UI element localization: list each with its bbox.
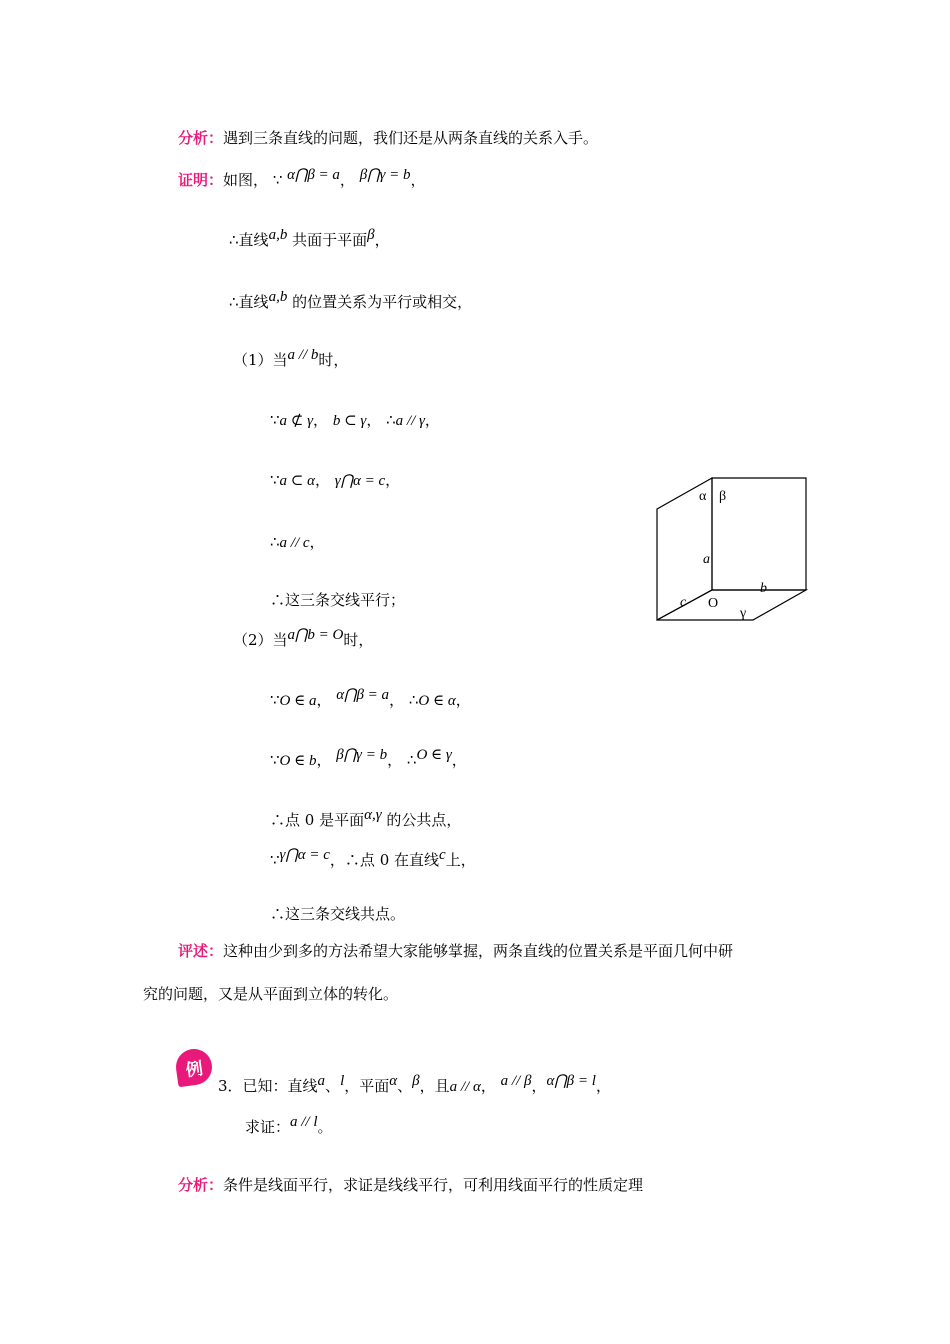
label-alpha: α [699, 489, 707, 504]
label-c: c [680, 595, 687, 610]
comment-text: 这种由少到多的方法希望大家能够掌握，两条直线的位置关系是平面几何中研 [223, 942, 734, 960]
math-expr: a // β [500, 1073, 532, 1089]
label-b: b [760, 581, 767, 596]
separator: ， [309, 533, 325, 551]
separator: ， [374, 231, 390, 249]
analysis-tag: 分析： [178, 129, 224, 147]
proof-line-2 [229, 227, 390, 251]
math-expr: a [317, 1073, 326, 1089]
case-2-line-4 [270, 847, 476, 871]
text: （2）当 [233, 631, 288, 649]
math-expr: a ⊂ α [279, 473, 315, 489]
separator: ， [316, 691, 332, 709]
therefore-symbol: ∴ [270, 533, 280, 551]
analysis-2-line [178, 1175, 643, 1195]
text: 。 [317, 1118, 333, 1136]
label-O: O [708, 596, 719, 611]
proof-line-3 [229, 289, 473, 313]
label-gamma: γ [740, 606, 747, 621]
math-expr: a // α [449, 1079, 481, 1095]
separator: ， [389, 691, 405, 709]
math-expr: O ∈ a [279, 693, 317, 709]
case-2-line-3 [270, 807, 462, 831]
separator: ， [451, 751, 467, 769]
planes-figure [650, 472, 812, 624]
math-expr: l [340, 1073, 345, 1089]
separator: ， [531, 1077, 547, 1095]
math-expr: c [439, 847, 446, 863]
math-expr: α,γ [364, 807, 382, 823]
text: 的位置关系为平行或相交， [292, 293, 473, 311]
because-symbol: ∵ [270, 751, 280, 769]
separator: ， [410, 171, 426, 189]
example-badge: 例 [174, 1047, 215, 1088]
separator: ， [339, 171, 355, 189]
case-1-header [233, 347, 349, 371]
case-1-line-1 [270, 410, 440, 431]
math-expr: γ⋂α = c [279, 847, 330, 863]
therefore-symbol: ∴ [229, 231, 239, 249]
therefore-symbol: ∴ [229, 293, 239, 311]
comment-tag: 评述： [178, 942, 224, 960]
separator: ， [385, 471, 401, 489]
because-symbol: ∵ [270, 471, 280, 489]
math-expr: O ∈ γ [416, 747, 452, 763]
math-expr: a ⊄ γ [279, 413, 314, 429]
math-expr: O ∈ b [279, 753, 317, 769]
text: 的公共点， [386, 811, 462, 829]
label-a: a [703, 552, 710, 567]
because-symbol: ∵ [270, 851, 280, 869]
comment-line-1 [178, 941, 733, 961]
separator: ， [313, 411, 329, 429]
label-beta: β [719, 489, 727, 504]
text: 共面于平面 [292, 231, 368, 249]
text: ，平面 [344, 1077, 390, 1095]
math-expr: γ⋂α = c [334, 473, 386, 489]
separator: ， [316, 751, 332, 769]
text: ∴点 0 是平面 [270, 811, 365, 829]
text: ，∴点 0 在直线 [329, 851, 440, 869]
text: ，且 [419, 1077, 450, 1095]
separator: ， [480, 1077, 496, 1095]
comment-line-2: 究的问题，又是从平面到立体的转化。 [143, 985, 399, 1003]
text: （1）当 [233, 351, 288, 369]
math-expr: a // b [287, 347, 319, 363]
text: 时， [343, 631, 374, 649]
separator: ， [595, 1077, 611, 1095]
math-expr: β⋂γ = b [359, 167, 411, 183]
separator: ， [366, 411, 382, 429]
separator: 、 [397, 1077, 413, 1095]
proof-line-1 [178, 167, 426, 191]
case-2-header [233, 627, 374, 651]
analysis-tag: 分析： [178, 1176, 224, 1194]
math-expr: α [389, 1073, 398, 1089]
separator: ， [424, 411, 440, 429]
math-expr: β [367, 227, 375, 243]
math-expr: α⋂β = l [546, 1073, 596, 1089]
separator: ， [387, 751, 403, 769]
separator: ， [315, 471, 331, 489]
math-expr: a,b [268, 289, 288, 305]
math-expr: O ∈ α [418, 693, 456, 709]
separator: 、 [325, 1077, 341, 1095]
case-2-line-2 [270, 747, 467, 771]
case-1-line-3 [270, 532, 325, 553]
math-expr: a⋂b = O [287, 627, 344, 643]
math-expr: a,b [268, 227, 288, 243]
therefore-symbol: ∴ [406, 751, 417, 769]
analysis-text: 遇到三条直线的问题，我们还是从两条直线的关系入手。 [223, 129, 599, 147]
proof-tag: 证明： [178, 171, 224, 189]
math-expr: α⋂β = a [287, 167, 340, 183]
because-symbol: ∵ [270, 411, 280, 429]
math-expr: a // l [290, 1114, 318, 1130]
text: 3．已知：直线 [218, 1077, 318, 1095]
math-expr: b ⊂ γ [332, 413, 367, 429]
therefore-symbol: ∴ [408, 691, 419, 709]
case-2-conclusion: ∴这三条交线共点。 [270, 905, 406, 923]
example-line-1 [218, 1073, 611, 1097]
therefore-symbol: ∴ [386, 411, 396, 429]
math-expr: β [412, 1073, 420, 1089]
text: 直线 [238, 231, 269, 249]
case-1-conclusion: ∴这三条交线平行； [270, 591, 406, 609]
math-expr: β⋂γ = b [336, 747, 388, 763]
because-symbol: ∵ [272, 171, 283, 189]
text: 直线 [238, 293, 269, 311]
text: 时， [318, 351, 349, 369]
proof-intro: 如图， [223, 171, 269, 189]
example-line-2 [245, 1114, 333, 1138]
analysis-line [178, 128, 598, 148]
math-expr: a // γ [395, 413, 425, 429]
math-expr: α⋂β = a [336, 687, 390, 703]
text: 求证： [245, 1118, 291, 1136]
analysis-text: 条件是线面平行，求证是线线平行，可利用线面平行的性质定理 [223, 1176, 644, 1194]
separator: ， [455, 691, 471, 709]
because-symbol: ∵ [270, 691, 280, 709]
math-expr: a // c [279, 535, 310, 551]
case-2-line-1 [270, 687, 471, 711]
case-1-line-2 [270, 470, 400, 491]
text: 上， [445, 851, 476, 869]
